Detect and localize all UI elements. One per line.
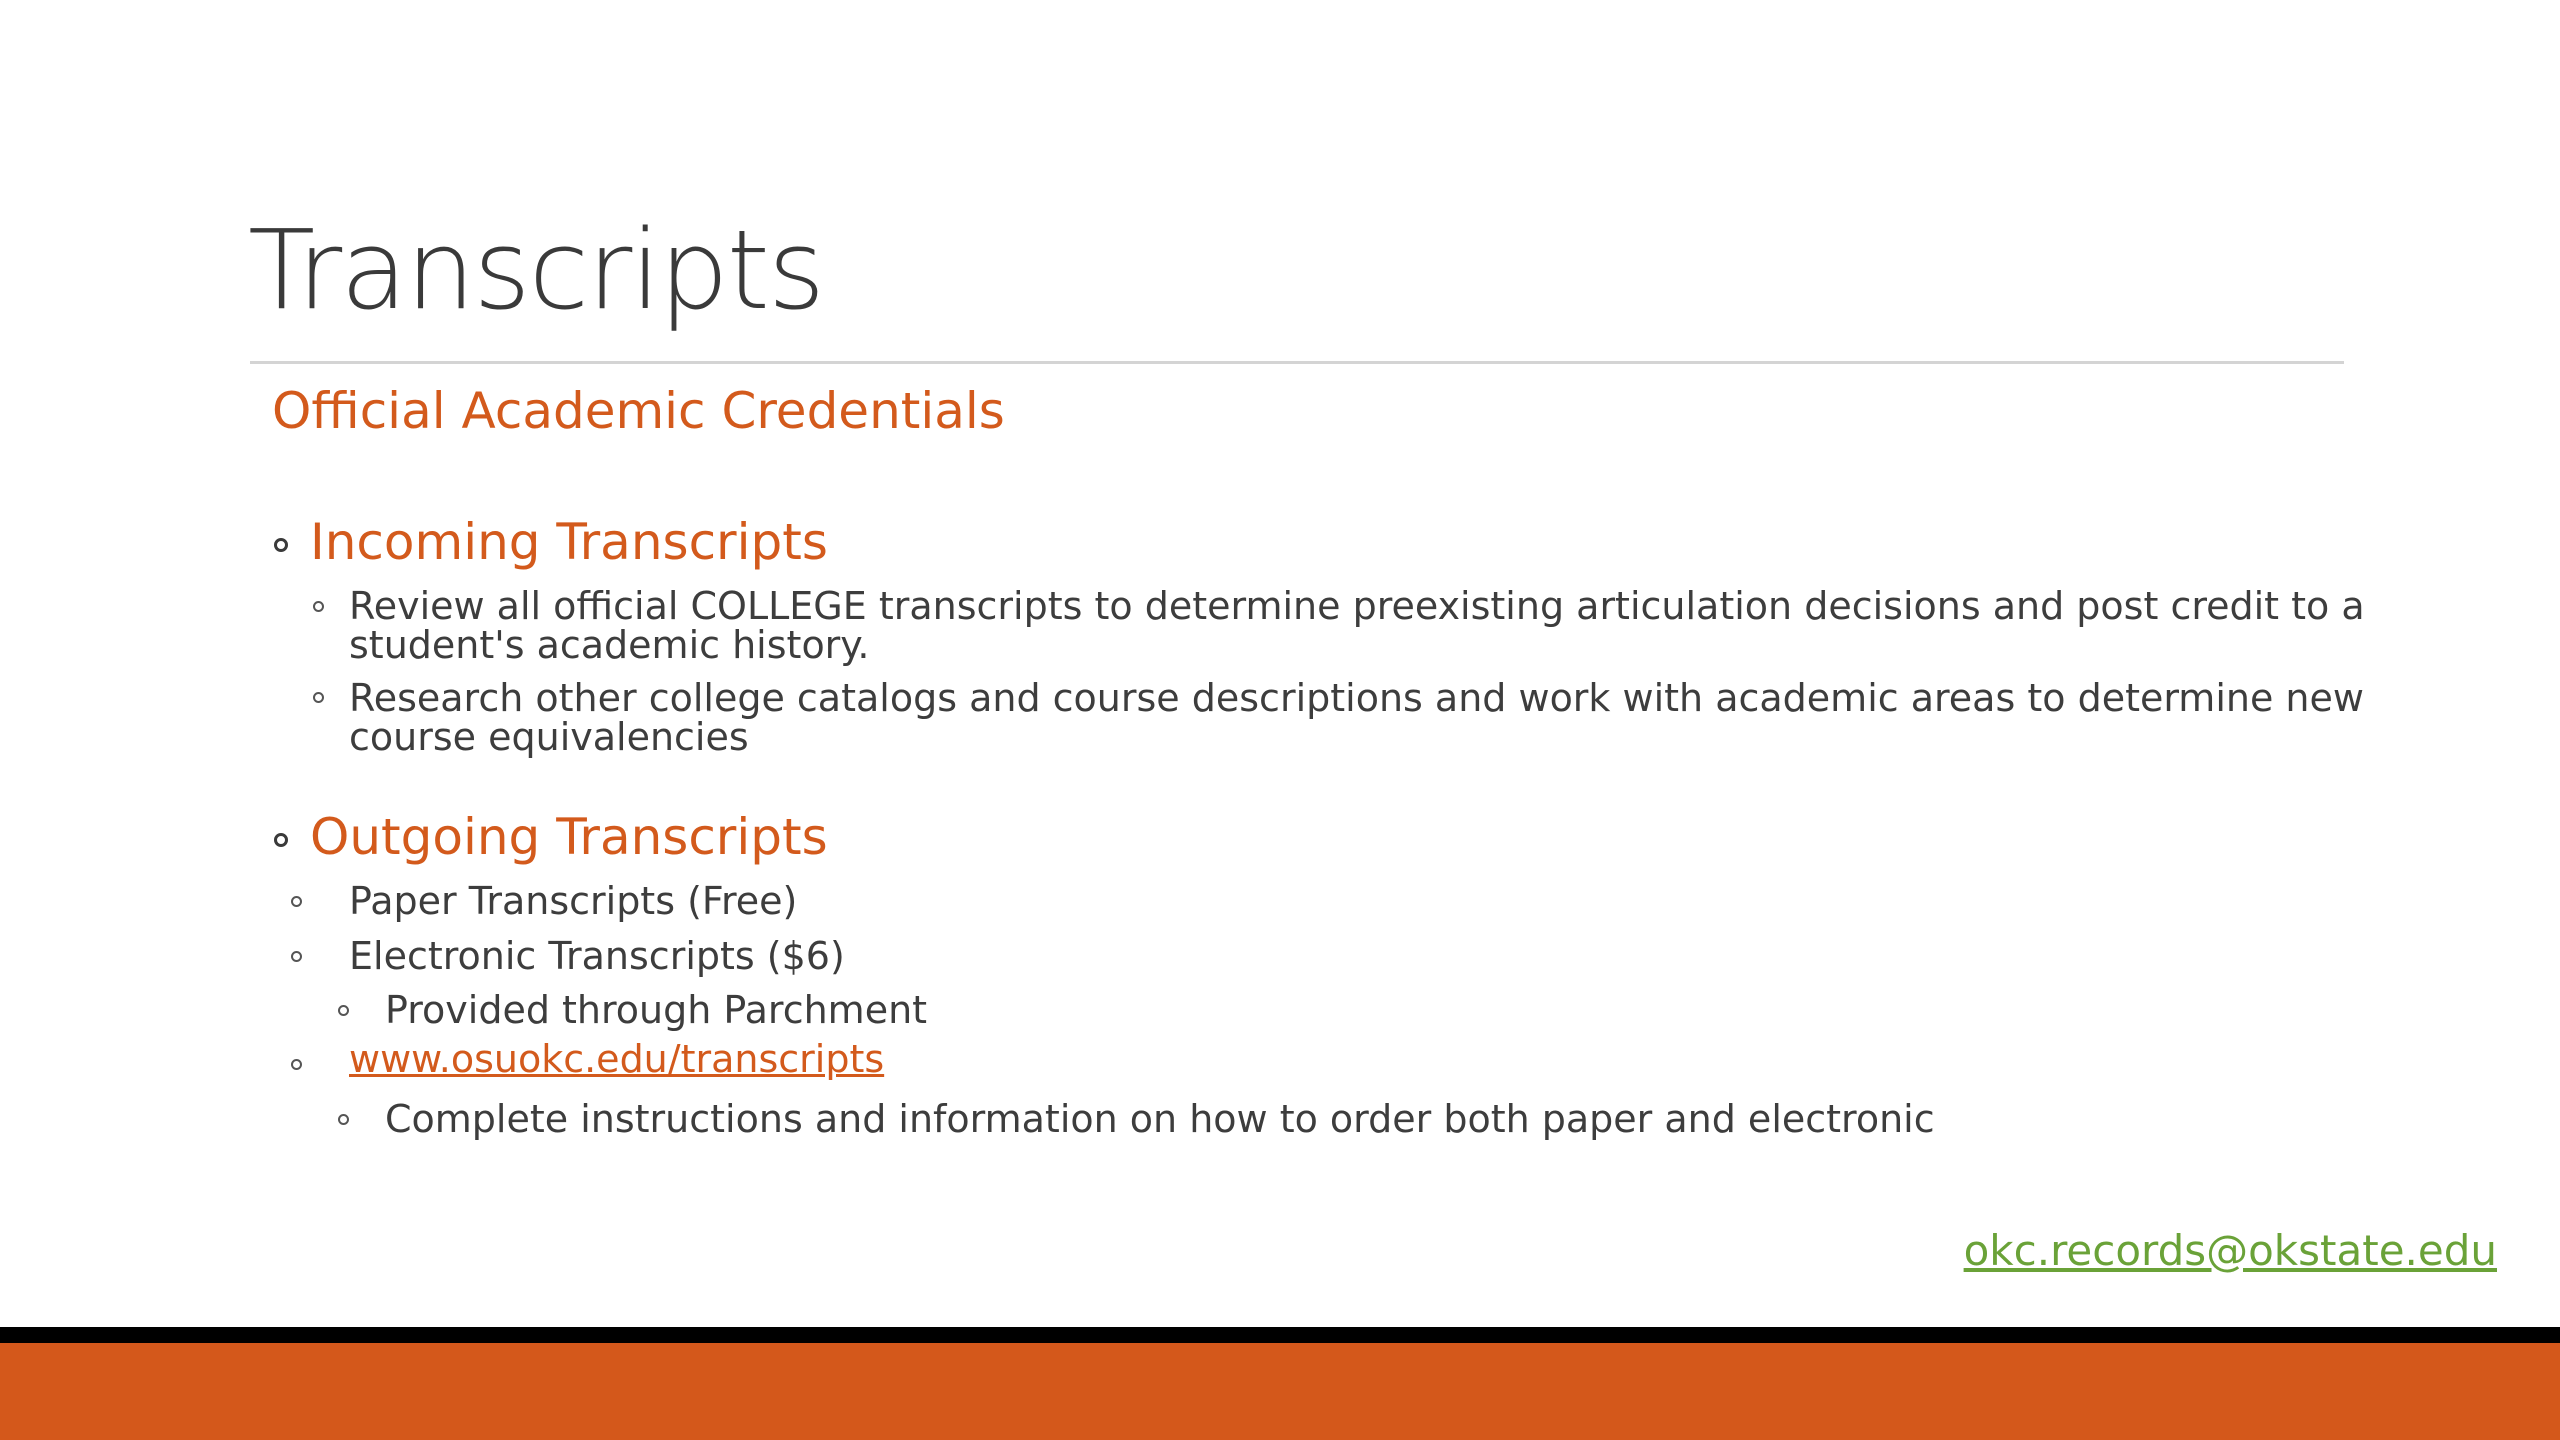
bullet-circle-icon	[291, 1059, 302, 1070]
transcripts-link[interactable]: www.osuokc.edu/transcripts	[349, 1037, 885, 1081]
bullet-circle-icon	[313, 692, 324, 703]
bullet-circle-icon	[313, 601, 324, 612]
incoming-item-2-line-1: Research other college catalogs and course descriptions and work with academic areas to determine new	[349, 676, 2364, 720]
parchment-note: Provided through Parchment	[385, 988, 928, 1032]
incoming-item-1-line-2: student's academic history.	[349, 623, 870, 667]
bullet-circle-icon	[338, 1005, 349, 1016]
bullet-circle-icon	[291, 896, 302, 907]
slide-title: Transcripts	[248, 206, 824, 334]
electronic-transcripts: Electronic Transcripts ($6)	[349, 934, 845, 978]
slide-subtitle: Official Academic Credentials	[272, 382, 1005, 440]
incoming-heading: Incoming Transcripts	[310, 513, 828, 571]
paper-transcripts: Paper Transcripts (Free)	[349, 879, 798, 923]
instructions-note: Complete instructions and information on how to order both paper and electronic	[385, 1097, 1935, 1141]
bullet-circle-icon	[338, 1114, 349, 1125]
incoming-item-1-line-1: Review all official COLLEGE transcripts to determine preexisting articulation decisions and post credit to a	[349, 584, 2365, 628]
outgoing-heading: Outgoing Transcripts	[310, 808, 828, 866]
bullet-circle-icon	[274, 538, 288, 552]
bullet-circle-icon	[274, 833, 288, 847]
bullet-circle-icon	[291, 951, 302, 962]
footer-orange-bar	[0, 1343, 2560, 1440]
incoming-item-2-line-2: course equivalencies	[349, 715, 749, 759]
email-link[interactable]: okc.records@okstate.edu	[1963, 1226, 2497, 1275]
title-divider	[250, 361, 2344, 364]
footer-black-bar	[0, 1327, 2560, 1343]
